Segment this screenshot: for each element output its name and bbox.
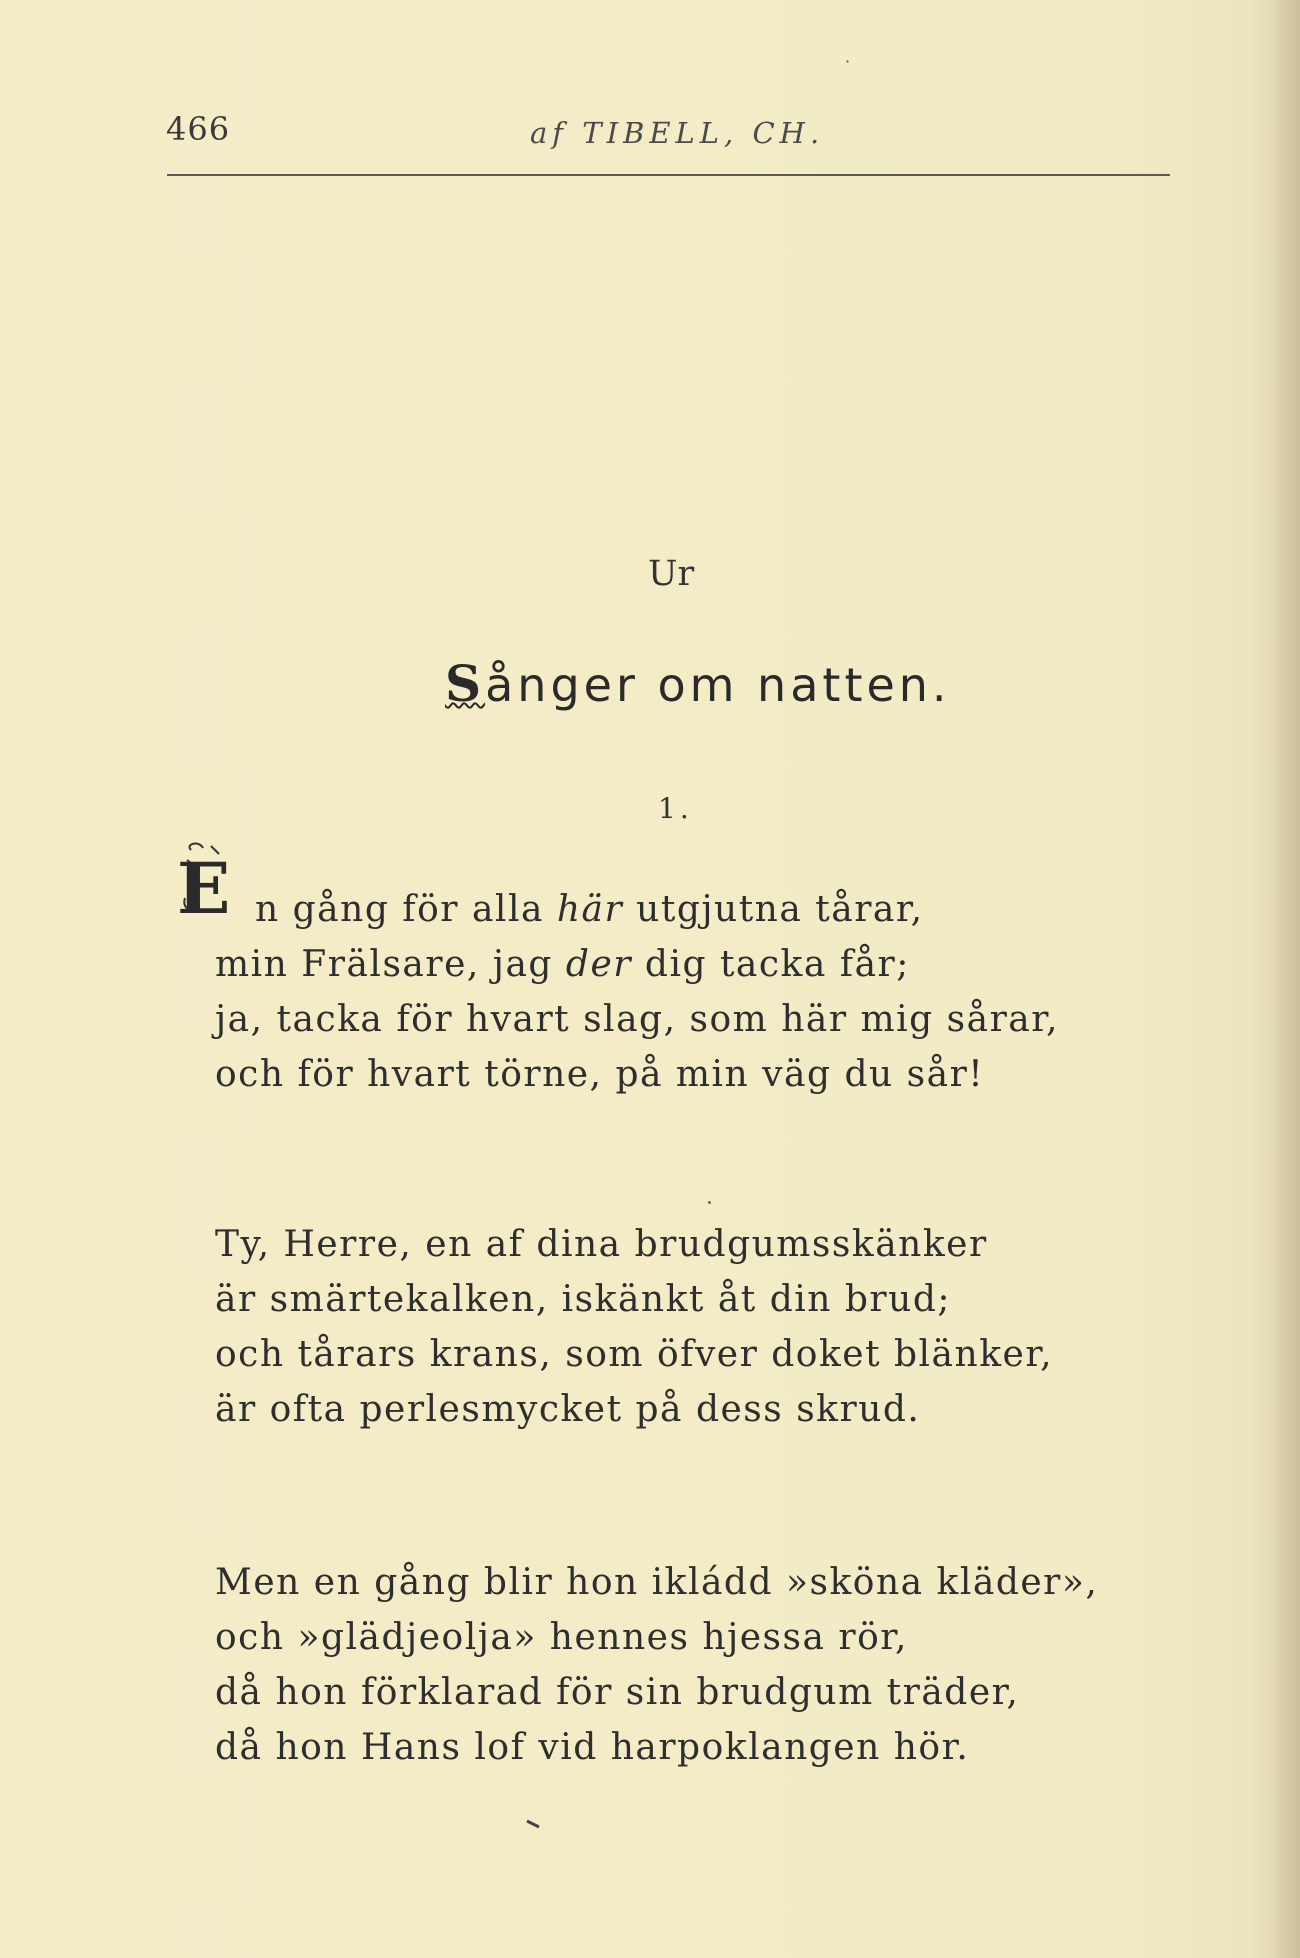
title-rest: ånger om natten. [485,658,951,712]
running-head: af TIBELL, CH. [530,116,825,150]
print-speck [708,1201,711,1204]
page-number: 466 [166,110,231,148]
verse-text: n gång för alla [255,889,557,930]
verse-line: då hon Hans lof vid harpoklangen hör. [215,1727,970,1768]
verse-line: ja, tacka för hvart slag, som här mig sårar, [215,999,1059,1040]
poem-title [445,654,951,713]
verse-line [215,937,1115,992]
verse-text: dig tacka får; [631,944,910,985]
stanza-1 [177,847,1115,1102]
verse-line: är smärtekalken, iskänkt åt din brud; [215,1279,952,1320]
verse-line: då hon förklarad för sin brudgum träder, [215,1672,1020,1713]
title-initial: S [445,654,486,713]
verse-line: Men en gång blir hon ikládd »sköna kläder», [215,1562,1099,1603]
print-tick-mark [525,1819,543,1829]
emphasized-word: här [556,889,624,930]
header-rule [167,174,1170,176]
verse-line: och »glädjeolja» hennes hjessa rör, [215,1617,908,1658]
section-number: 1. [658,792,693,825]
verse-text: utgjutna tårar, [623,889,924,930]
pre-title: Ur [648,554,695,594]
margin-speck: · [845,52,851,71]
verse-line: och tårars krans, som öfver doket blänker, [215,1334,1054,1375]
verse-line: Ty, Herre, en af dina brudgumsskänker [215,1224,988,1265]
verse-line: och för hvart törne, på min väg du sår! [215,1054,985,1095]
drop-cap: E [177,847,232,930]
verse-text: min Frälsare, jag [215,944,566,985]
page-edge-shadow [1272,0,1300,1958]
emphasized-word: der [565,944,632,985]
verse-line [177,847,1115,937]
verse-line: är ofta perlesmycket på dess skrud. [215,1389,921,1430]
stanza-3 [215,1555,1115,1775]
stanza-2 [215,1217,1115,1437]
